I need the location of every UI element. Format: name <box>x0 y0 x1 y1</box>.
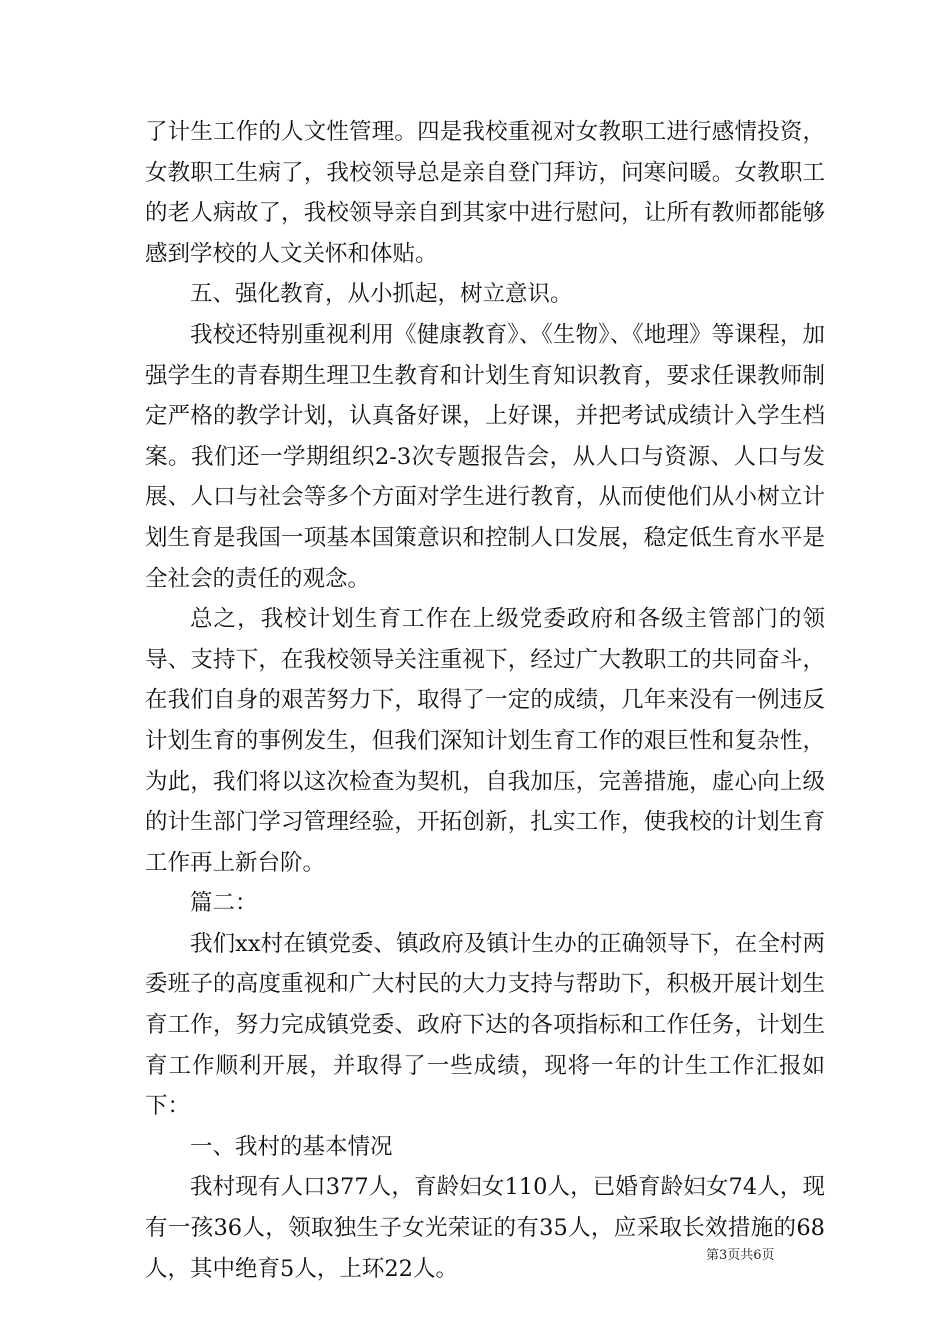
section-heading-part-two: 篇二： <box>190 890 258 917</box>
paragraph-4: 总之，我校计划生育工作在上级党委政府和各级主管部门的领导、支持下，在我校领导关注重视下，经过广大教职工的共同奋斗，在我们自身的艰苦努力下，取得了一定的成绩，几年来没有一例违反计划生育的事例发生，但我们深知计划生育工作的艰巨性和复杂性，为此，我们将以这次检查为契机，自我加压，完善措施，虚心向上级的计生部门学习管理经验，开拓创新，扎实工作，使我校的计划生育工作再上新台阶。 <box>145 606 825 876</box>
paragraph-3: 我校还特别重视利用《健康教育》、《生物》、《地理》等课程，加强学生的青春期生理卫生教育和计划生育知识教育，要求任课教师制定严格的教学计划，认真备好课，上好课，并把考试成绩计入学生档案。我们还一学期组织2-3次专题报告会，从人口与资源、人口与发展、人口与社会等多个方面对学生进行教育，从而使他们从小树立计划生育是我国一项基本国策意识和控制人口发展，稳定低生育水平是全社会的责任的观念。 <box>145 321 825 592</box>
paragraph-2-heading: 五、强化教育，从小抓起，树立意识。 <box>190 281 573 308</box>
paragraph-5: 我们xx村在镇党委、镇政府及镇计生办的正确领导下，在全村两委班子的高度重视和广大村民的大力支持与帮助下，积极开展计划生育工作，努力完成镇党委、政府下达的各项指标和工作任务，计划生育工作顺利开展，并取得了一些成绩，现将一年的计生工作汇报如下： <box>145 930 825 1120</box>
paragraph-1: 了计生工作的人文性管理。四是我校重视对女教职工进行感情投资，女教职工生病了，我校领导总是亲自登门拜访，问寒问暖。女教职工的老人病故了，我校领导亲自到其家中进行慰问，让所有教师都能够感到学校的人文关怀和体贴。 <box>145 119 825 267</box>
paragraph-7: 我村现有人口377人，育龄妇女110人，已婚育龄妇女74人，现有一孩36人，领取独生子女光荣证的有35人，应采取长效措施的68人，其中绝育5人，上环22人。 <box>145 1174 825 1282</box>
paragraph-6-heading: 一、我村的基本情况 <box>190 1133 393 1160</box>
document-body <box>145 112 825 1289</box>
page-number-footer: 第3页共6页 <box>706 1248 775 1263</box>
